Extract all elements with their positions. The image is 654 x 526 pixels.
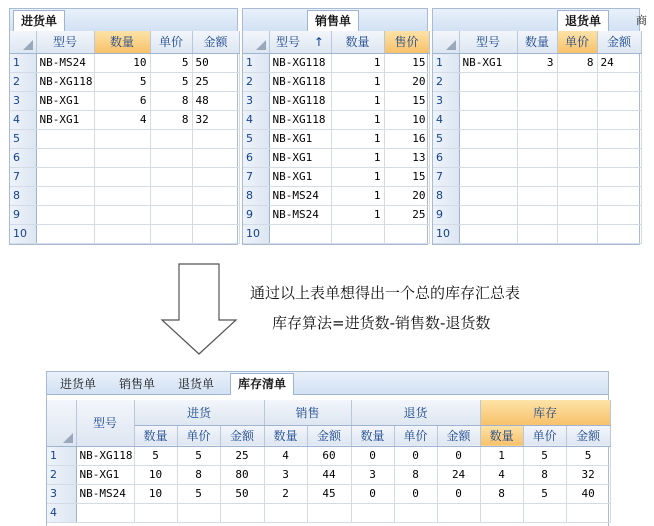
empty-cell[interactable]	[517, 148, 557, 167]
sales-grid	[243, 31, 430, 244]
empty-cell[interactable]	[150, 148, 192, 167]
table-row[interactable]	[10, 72, 239, 91]
cell-returns-amount[interactable]: 24	[437, 465, 480, 484]
col-header-returns-qty[interactable]: 数量	[351, 425, 394, 446]
col-header-stock-amount[interactable]: 金额	[566, 425, 610, 446]
cell-returns-qty[interactable]: 3	[351, 465, 394, 484]
cell-sale-price[interactable]: 20	[384, 72, 429, 91]
cell-price[interactable]: 8	[557, 53, 597, 72]
table-row[interactable]	[47, 465, 610, 484]
empty-cell[interactable]	[94, 148, 150, 167]
table-row[interactable]	[10, 167, 239, 186]
empty-cell[interactable]	[76, 503, 134, 522]
cell-stock-amount[interactable]: 40	[566, 484, 610, 503]
empty-cell[interactable]	[94, 129, 150, 148]
cell-amount[interactable]: 32	[192, 110, 239, 129]
cell-qty[interactable]: 1	[331, 110, 384, 129]
empty-cell[interactable]	[36, 129, 94, 148]
cell-model[interactable]: NB-XG1	[269, 167, 331, 186]
col-header-returns-amount[interactable]: 金额	[437, 425, 480, 446]
cell-qty[interactable]: 10	[94, 53, 150, 72]
tab-sales[interactable]: 销售单	[307, 10, 359, 32]
col-header-amount[interactable]: 金额	[597, 31, 641, 53]
row-number[interactable]: 9	[243, 205, 269, 224]
empty-cell[interactable]	[517, 186, 557, 205]
table-row[interactable]	[47, 503, 610, 522]
cell-qty[interactable]: 4	[94, 110, 150, 129]
cell-sales-qty[interactable]: 2	[264, 484, 307, 503]
cell-returns-amount[interactable]: 0	[437, 446, 480, 465]
cell-sales-qty[interactable]: 3	[264, 465, 307, 484]
cell-purchase-qty[interactable]: 5	[134, 446, 177, 465]
empty-cell[interactable]	[557, 224, 597, 243]
cell-purchase-price[interactable]: 5	[177, 446, 220, 465]
col-header-model[interactable]	[269, 31, 331, 53]
cell-model[interactable]: NB-XG1	[459, 53, 517, 72]
empty-cell[interactable]	[351, 503, 394, 522]
empty-cell[interactable]	[517, 91, 557, 110]
table-row[interactable]	[433, 186, 641, 205]
empty-cell[interactable]	[517, 167, 557, 186]
purchase-grid	[10, 31, 240, 244]
row-number[interactable]: 1	[47, 446, 76, 465]
empty-cell[interactable]	[517, 224, 557, 243]
empty-cell[interactable]	[192, 167, 239, 186]
empty-cell[interactable]	[36, 224, 94, 243]
col-header-sale-price[interactable]: 售价	[384, 31, 429, 53]
row-number[interactable]: 4	[47, 503, 76, 522]
table-row[interactable]	[433, 110, 641, 129]
table-row[interactable]	[47, 446, 610, 465]
row-number[interactable]: 7	[433, 167, 459, 186]
empty-cell[interactable]	[150, 186, 192, 205]
cell-qty[interactable]: 1	[331, 91, 384, 110]
cell-qty[interactable]: 1	[331, 186, 384, 205]
col-header-model[interactable]: 型号	[459, 31, 517, 53]
cell-qty[interactable]: 1	[331, 205, 384, 224]
row-number[interactable]: 2	[47, 465, 76, 484]
empty-cell[interactable]	[459, 224, 517, 243]
returns-panel	[432, 8, 647, 245]
empty-cell[interactable]	[437, 503, 480, 522]
tab-stock-list[interactable]: 库存清单	[230, 373, 294, 395]
empty-cell[interactable]	[597, 205, 641, 224]
col-header-model[interactable]: 型号	[36, 31, 94, 53]
row-number[interactable]: 1	[243, 53, 269, 72]
returns-rows	[433, 53, 641, 243]
cell-sale-price[interactable]: 20	[384, 186, 429, 205]
row-number[interactable]: 5	[243, 129, 269, 148]
cell-sale-price[interactable]: 15	[384, 91, 429, 110]
cell-stock-amount[interactable]: 5	[566, 446, 610, 465]
cell-sales-amount[interactable]: 60	[307, 446, 351, 465]
cell-purchase-price[interactable]: 5	[177, 484, 220, 503]
empty-cell[interactable]	[192, 148, 239, 167]
empty-cell[interactable]	[517, 129, 557, 148]
select-all-icon	[23, 40, 33, 50]
empty-cell[interactable]	[192, 224, 239, 243]
table-row[interactable]	[433, 129, 641, 148]
sales-rows	[243, 53, 429, 243]
row-number[interactable]: 1	[433, 53, 459, 72]
row-number[interactable]: 2	[10, 72, 36, 91]
cell-stock-price[interactable]: 8	[523, 465, 566, 484]
col-header-stock-qty[interactable]: 数量	[480, 425, 523, 446]
cell-returns-price[interactable]: 0	[394, 484, 437, 503]
cell-qty[interactable]: 1	[331, 53, 384, 72]
empty-cell[interactable]	[150, 167, 192, 186]
empty-cell[interactable]	[557, 148, 597, 167]
row-number[interactable]: 3	[433, 91, 459, 110]
select-all-corner[interactable]	[47, 400, 76, 446]
row-number[interactable]: 4	[243, 110, 269, 129]
row-number[interactable]: 6	[433, 148, 459, 167]
empty-cell[interactable]	[459, 110, 517, 129]
empty-cell[interactable]	[220, 503, 264, 522]
empty-cell[interactable]	[331, 224, 384, 243]
down-arrow-icon	[158, 262, 240, 358]
empty-cell[interactable]	[557, 72, 597, 91]
cell-sales-amount[interactable]: 45	[307, 484, 351, 503]
empty-cell[interactable]	[459, 91, 517, 110]
row-number[interactable]: 10	[243, 224, 269, 243]
cell-qty[interactable]: 1	[331, 129, 384, 148]
empty-cell[interactable]	[557, 167, 597, 186]
table-row[interactable]	[433, 224, 641, 243]
row-number[interactable]: 1	[10, 53, 36, 72]
group-header-stock[interactable]: 库存	[480, 400, 610, 425]
cell-qty[interactable]: 6	[94, 91, 150, 110]
cell-returns-qty[interactable]: 0	[351, 446, 394, 465]
returns-tabbar	[433, 9, 647, 32]
empty-cell[interactable]	[597, 224, 641, 243]
cell-model[interactable]: NB-MS24	[36, 53, 94, 72]
empty-cell[interactable]	[269, 224, 331, 243]
empty-cell[interactable]	[94, 224, 150, 243]
row-number[interactable]: 3	[47, 484, 76, 503]
cell-sale-price[interactable]: 15	[384, 53, 429, 72]
group-header-sales[interactable]: 销售	[264, 400, 351, 425]
row-number[interactable]: 4	[10, 110, 36, 129]
col-header-sales-amount[interactable]: 金额	[307, 425, 351, 446]
cell-model[interactable]: NB-XG1	[76, 465, 134, 484]
table-row[interactable]	[243, 53, 429, 72]
table-row[interactable]	[10, 186, 239, 205]
col-header-returns-price[interactable]: 单价	[394, 425, 437, 446]
empty-cell[interactable]	[517, 205, 557, 224]
row-number[interactable]: 7	[10, 167, 36, 186]
empty-cell[interactable]	[192, 129, 239, 148]
empty-cell[interactable]	[384, 224, 429, 243]
empty-cell[interactable]	[459, 129, 517, 148]
cell-sale-price[interactable]: 15	[384, 167, 429, 186]
cell-amount[interactable]: 25	[192, 72, 239, 91]
cell-purchase-amount[interactable]: 25	[220, 446, 264, 465]
cell-qty[interactable]: 1	[331, 72, 384, 91]
purchase-panel	[9, 8, 238, 245]
table-row[interactable]	[10, 53, 239, 72]
cell-returns-price[interactable]: 8	[394, 465, 437, 484]
cell-model[interactable]: NB-XG1	[269, 148, 331, 167]
row-number[interactable]: 8	[433, 186, 459, 205]
select-all-icon	[256, 40, 266, 50]
table-row[interactable]	[243, 72, 429, 91]
row-number[interactable]: 9	[10, 205, 36, 224]
cell-model[interactable]: NB-MS24	[76, 484, 134, 503]
table-row[interactable]	[10, 129, 239, 148]
cell-model[interactable]: NB-XG118	[269, 72, 331, 91]
table-row[interactable]	[10, 148, 239, 167]
empty-cell[interactable]	[177, 503, 220, 522]
sales-tabbar	[243, 9, 427, 32]
table-row[interactable]	[433, 91, 641, 110]
col-header-amount[interactable]: 金额	[192, 31, 239, 53]
cell-purchase-qty[interactable]: 10	[134, 484, 177, 503]
cell-model[interactable]: NB-XG1	[36, 110, 94, 129]
select-all-corner[interactable]	[10, 31, 36, 53]
sales-panel	[242, 8, 428, 245]
table-row[interactable]	[10, 110, 239, 129]
cell-price[interactable]: 5	[150, 72, 192, 91]
row-number[interactable]: 7	[243, 167, 269, 186]
cell-qty[interactable]: 1	[331, 148, 384, 167]
select-all-corner[interactable]	[243, 31, 269, 53]
empty-cell[interactable]	[394, 503, 437, 522]
cell-sale-price[interactable]: 16	[384, 129, 429, 148]
tab-returns[interactable]: 退货单	[178, 377, 215, 391]
cell-model[interactable]: NB-XG118	[36, 72, 94, 91]
cell-amount[interactable]: 24	[597, 53, 641, 72]
row-number[interactable]: 5	[10, 129, 36, 148]
empty-cell[interactable]	[459, 72, 517, 91]
row-number[interactable]: 6	[243, 148, 269, 167]
empty-cell[interactable]	[94, 186, 150, 205]
purchase-tabbar	[10, 9, 237, 32]
row-number[interactable]: 10	[433, 224, 459, 243]
empty-cell[interactable]	[597, 167, 641, 186]
empty-cell[interactable]	[264, 503, 307, 522]
cell-sales-amount[interactable]: 44	[307, 465, 351, 484]
cell-stock-amount[interactable]: 32	[566, 465, 610, 484]
empty-cell[interactable]	[150, 129, 192, 148]
table-row[interactable]	[243, 91, 429, 110]
col-header-qty[interactable]: 数量	[94, 31, 150, 53]
empty-cell[interactable]	[597, 186, 641, 205]
cell-price[interactable]: 8	[150, 91, 192, 110]
row-number[interactable]: 3	[10, 91, 36, 110]
empty-cell[interactable]	[597, 72, 641, 91]
empty-cell[interactable]	[557, 91, 597, 110]
cell-model[interactable]: NB-XG118	[269, 91, 331, 110]
tab-purchase[interactable]: 进货单	[60, 377, 97, 391]
cell-price[interactable]: 5	[150, 53, 192, 72]
col-header-purchase-qty[interactable]: 数量	[134, 425, 177, 446]
empty-cell[interactable]	[597, 129, 641, 148]
empty-cell[interactable]	[597, 110, 641, 129]
col-header-qty[interactable]: 数量	[517, 31, 557, 53]
row-number[interactable]: 3	[243, 91, 269, 110]
empty-cell[interactable]	[566, 503, 610, 522]
row-number[interactable]: 8	[10, 186, 36, 205]
table-row[interactable]	[433, 205, 641, 224]
cell-sale-price[interactable]: 10	[384, 110, 429, 129]
cell-model[interactable]: NB-XG1	[36, 91, 94, 110]
empty-cell[interactable]	[307, 503, 351, 522]
select-all-icon	[446, 40, 456, 50]
empty-cell[interactable]	[94, 205, 150, 224]
cell-purchase-qty[interactable]: 10	[134, 465, 177, 484]
row-number[interactable]: 2	[433, 72, 459, 91]
cell-qty[interactable]: 5	[94, 72, 150, 91]
cell-purchase-amount[interactable]: 80	[220, 465, 264, 484]
group-header-returns[interactable]: 退货	[351, 400, 480, 425]
cell-model[interactable]: NB-XG118	[269, 53, 331, 72]
empty-cell[interactable]	[36, 186, 94, 205]
cell-model[interactable]: NB-XG1	[269, 129, 331, 148]
table-row[interactable]	[433, 72, 641, 91]
empty-cell[interactable]	[459, 205, 517, 224]
row-number[interactable]: 6	[10, 148, 36, 167]
cell-qty[interactable]: 3	[517, 53, 557, 72]
row-number[interactable]: 4	[433, 110, 459, 129]
empty-cell[interactable]	[517, 72, 557, 91]
empty-cell[interactable]	[597, 91, 641, 110]
table-row[interactable]	[243, 186, 429, 205]
empty-cell[interactable]	[36, 148, 94, 167]
table-row[interactable]	[433, 53, 641, 72]
table-row[interactable]	[10, 91, 239, 110]
empty-cell[interactable]	[557, 205, 597, 224]
cell-amount[interactable]: 48	[192, 91, 239, 110]
cell-model[interactable]: NB-MS24	[269, 205, 331, 224]
empty-cell[interactable]	[150, 224, 192, 243]
col-header-qty[interactable]: 数量	[331, 31, 384, 53]
empty-cell[interactable]	[459, 148, 517, 167]
cell-purchase-price[interactable]: 8	[177, 465, 220, 484]
tab-purchase[interactable]: 进货单	[13, 10, 65, 32]
table-row[interactable]	[243, 110, 429, 129]
table-row[interactable]	[433, 167, 641, 186]
cell-stock-price[interactable]: 5	[523, 446, 566, 465]
summary-grid	[47, 400, 611, 523]
table-row[interactable]	[10, 205, 239, 224]
row-number[interactable]: 5	[433, 129, 459, 148]
col-header-purchase-amount[interactable]: 金额	[220, 425, 264, 446]
col-header-purchase-price[interactable]: 单价	[177, 425, 220, 446]
cell-stock-qty[interactable]: 1	[480, 446, 523, 465]
row-number[interactable]: 9	[433, 205, 459, 224]
table-row[interactable]	[243, 129, 429, 148]
tab-sales[interactable]: 销售单	[119, 377, 156, 391]
tab-next-partial[interactable]: 商	[636, 14, 647, 27]
cell-model[interactable]: NB-XG118	[76, 446, 134, 465]
purchase-rows	[10, 53, 239, 243]
tab-returns[interactable]: 退货单	[557, 10, 609, 32]
empty-cell[interactable]	[150, 205, 192, 224]
cell-qty[interactable]: 1	[331, 167, 384, 186]
col-header-price[interactable]: 单价	[150, 31, 192, 53]
summary-panel	[46, 371, 609, 526]
row-number[interactable]: 10	[10, 224, 36, 243]
empty-cell[interactable]	[517, 110, 557, 129]
col-header-price[interactable]: 单价	[557, 31, 597, 53]
table-row[interactable]	[243, 224, 429, 243]
row-number[interactable]: 2	[243, 72, 269, 91]
cell-stock-price[interactable]: 5	[523, 484, 566, 503]
cell-returns-qty[interactable]: 0	[351, 484, 394, 503]
table-row[interactable]	[243, 167, 429, 186]
row-number[interactable]: 8	[243, 186, 269, 205]
cell-sale-price[interactable]: 13	[384, 148, 429, 167]
empty-cell[interactable]	[134, 503, 177, 522]
table-row[interactable]	[47, 484, 610, 503]
empty-cell[interactable]	[557, 129, 597, 148]
returns-grid	[433, 31, 642, 244]
table-row[interactable]	[10, 224, 239, 243]
description-line-1: 通过以上表单想得出一个总的库存汇总表	[250, 284, 521, 302]
col-header-model[interactable]: 型号	[76, 400, 134, 446]
cell-returns-amount[interactable]: 0	[437, 484, 480, 503]
empty-cell[interactable]	[94, 167, 150, 186]
select-all-corner[interactable]	[433, 31, 459, 53]
empty-cell[interactable]	[36, 167, 94, 186]
sort-ascending-icon: ↑	[313, 35, 324, 50]
cell-model[interactable]: NB-MS24	[269, 186, 331, 205]
cell-sales-qty[interactable]: 4	[264, 446, 307, 465]
select-all-icon	[63, 433, 73, 443]
empty-cell[interactable]	[480, 503, 523, 522]
cell-purchase-amount[interactable]: 50	[220, 484, 264, 503]
empty-cell[interactable]	[192, 186, 239, 205]
cell-stock-qty[interactable]: 4	[480, 465, 523, 484]
table-row[interactable]	[243, 205, 429, 224]
empty-cell[interactable]	[459, 167, 517, 186]
cell-price[interactable]: 8	[150, 110, 192, 129]
summary-rows	[47, 446, 610, 522]
cell-stock-qty[interactable]: 8	[480, 484, 523, 503]
empty-cell[interactable]	[597, 148, 641, 167]
table-row[interactable]	[433, 148, 641, 167]
empty-cell[interactable]	[459, 186, 517, 205]
cell-amount[interactable]: 50	[192, 53, 239, 72]
empty-cell[interactable]	[557, 110, 597, 129]
empty-cell[interactable]	[523, 503, 566, 522]
col-header-sales-qty[interactable]: 数量	[264, 425, 307, 446]
cell-sale-price[interactable]: 25	[384, 205, 429, 224]
cell-returns-price[interactable]: 0	[394, 446, 437, 465]
empty-cell[interactable]	[192, 205, 239, 224]
col-header-stock-price[interactable]: 单价	[523, 425, 566, 446]
description-line-2: 库存算法=进货数-销售数-退货数	[272, 314, 491, 332]
empty-cell[interactable]	[557, 186, 597, 205]
empty-cell[interactable]	[36, 205, 94, 224]
summary-tabbar	[47, 372, 608, 395]
col-header-model-label: 型号	[276, 35, 301, 50]
group-header-purchase[interactable]: 进货	[134, 400, 264, 425]
cell-model[interactable]: NB-XG118	[269, 110, 331, 129]
table-row[interactable]	[243, 148, 429, 167]
